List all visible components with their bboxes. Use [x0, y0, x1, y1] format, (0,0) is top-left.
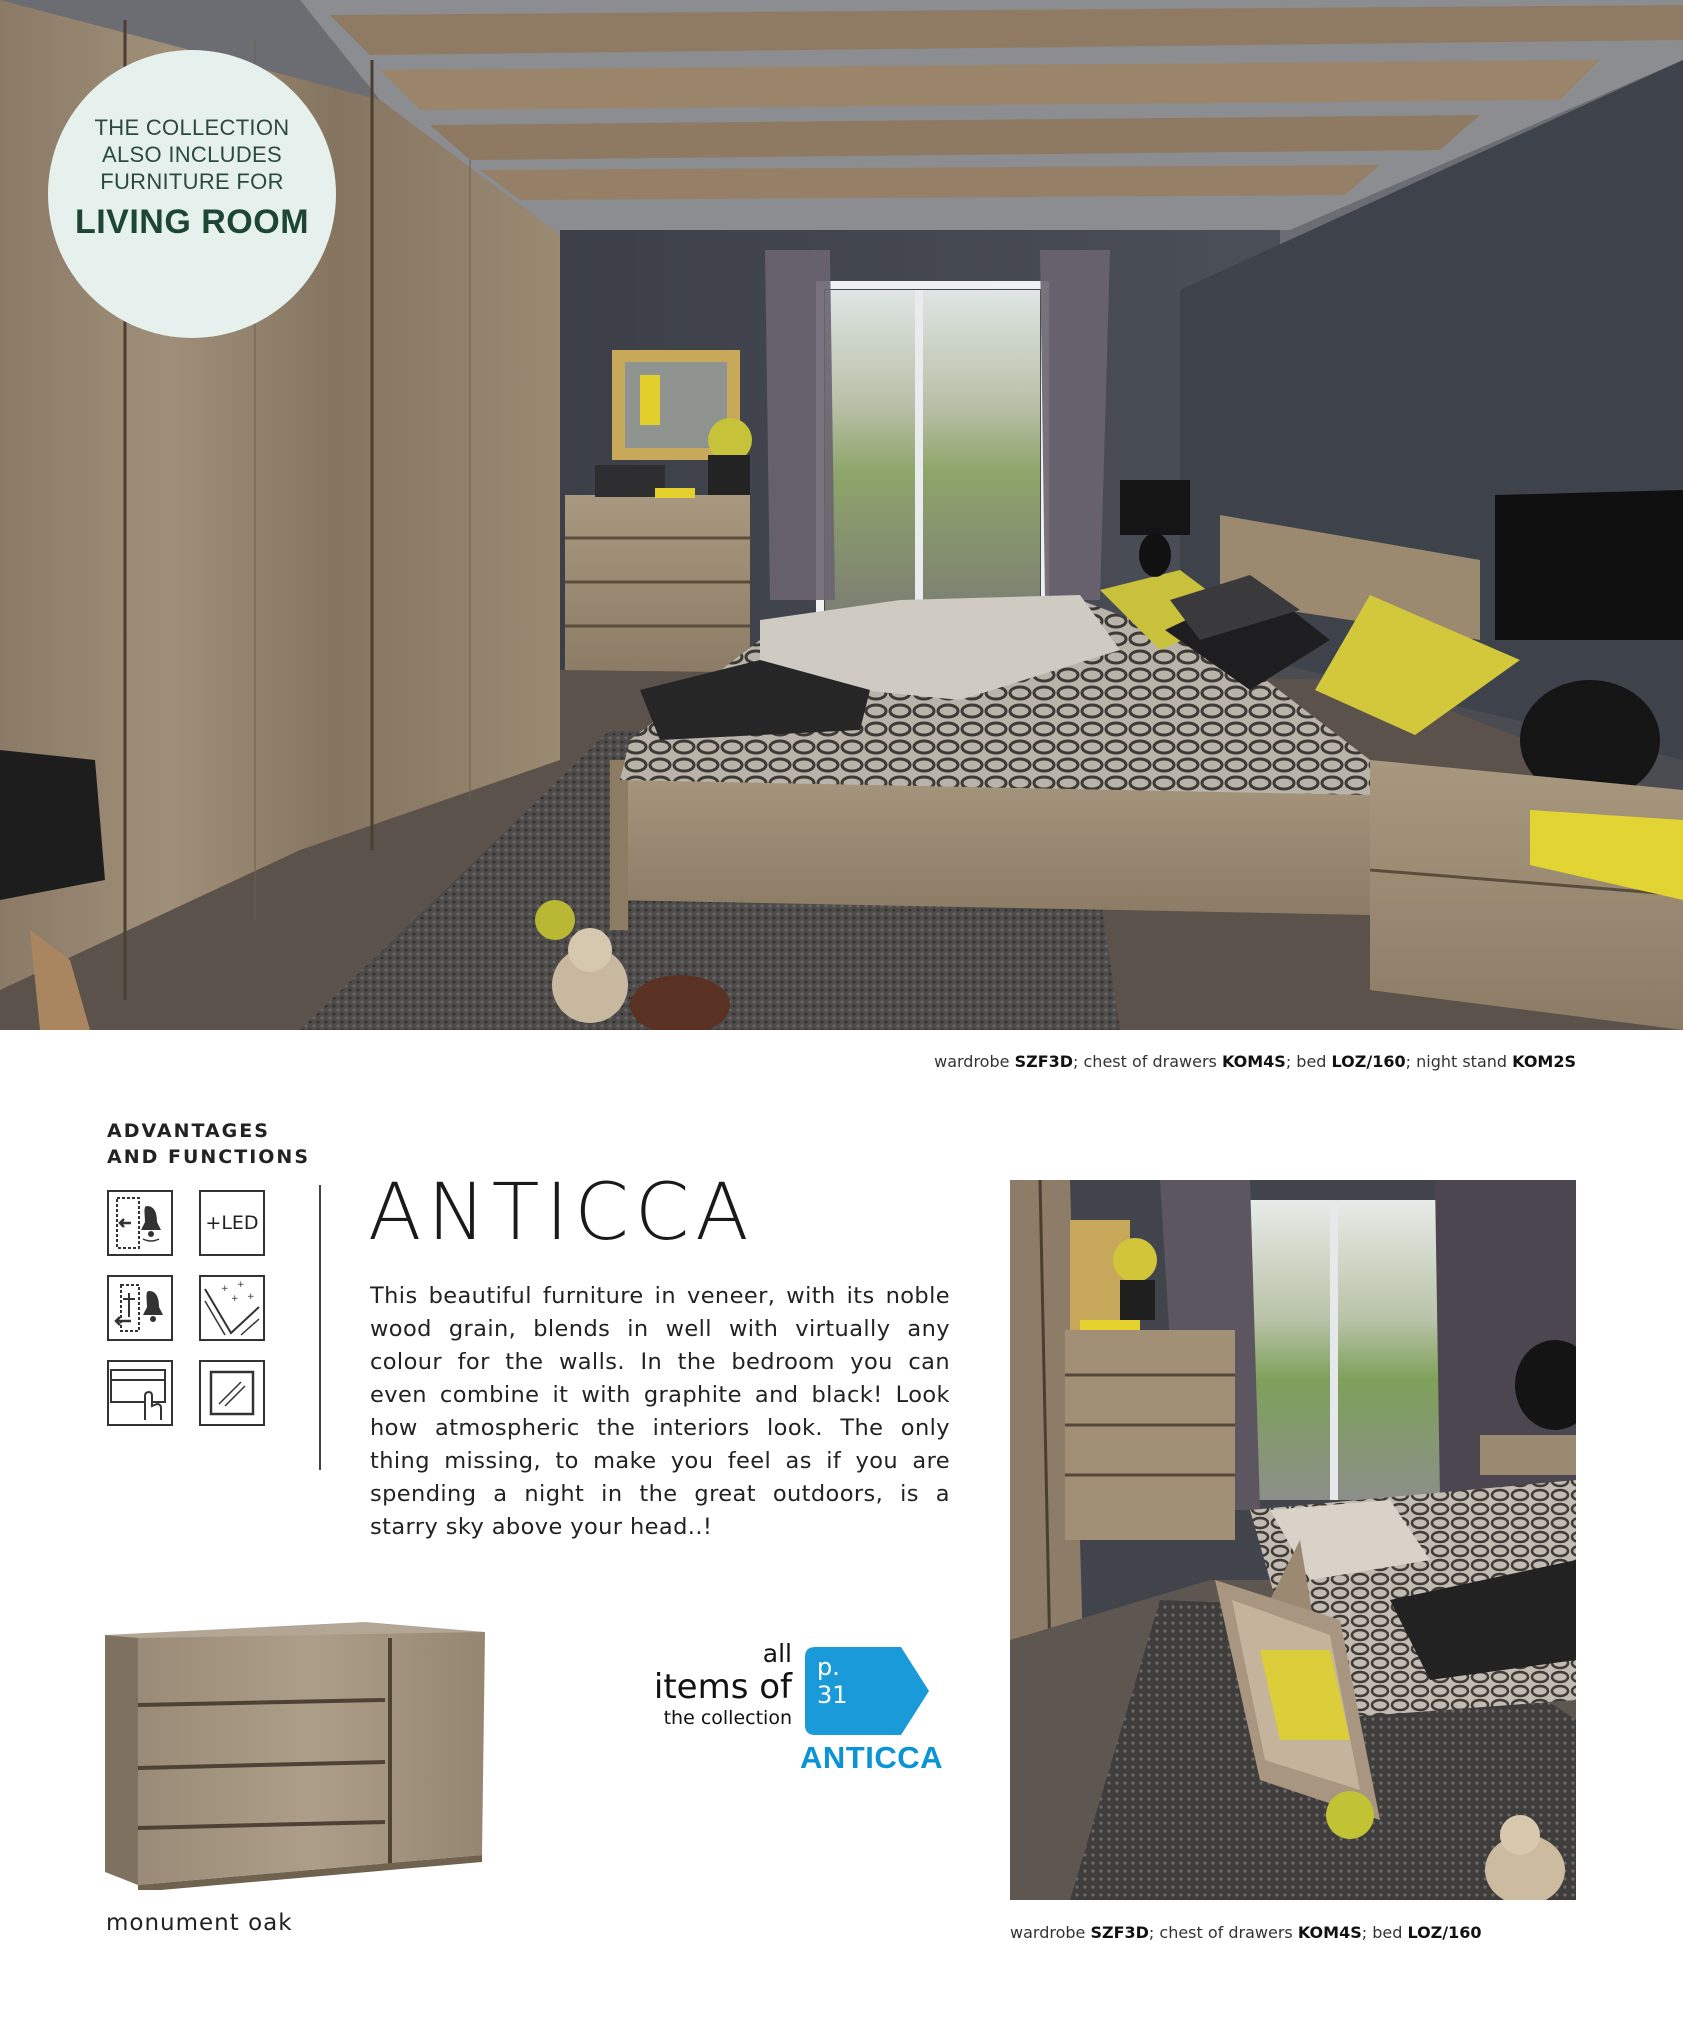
glass-panel-icon — [199, 1360, 265, 1426]
caption-product-code: LOZ/160 — [1331, 1052, 1406, 1071]
svg-text:+: + — [231, 1294, 239, 1304]
collection-description: This beautiful furniture in veneer, with its noble wood grain, blends in well with virtually any colour for the walls. In the bedroom you can even combine it with graphite and black! Look how atmospheric the interiors look. The only thing missing, to make you feel as if you are spending a night in the great outdoors, is a starry sky above your head..! — [370, 1283, 950, 1540]
badge-line-1: THE COLLECTION — [94, 115, 290, 140]
caption-product-code: LOZ/160 — [1407, 1923, 1482, 1942]
svg-text:+: + — [247, 1292, 255, 1302]
badge-line-2: ALSO INCLUDES — [102, 142, 282, 167]
starry-finish-icon — [199, 1275, 265, 1341]
caption-text: ; night stand — [1405, 1052, 1513, 1071]
collection-title: ANTICCA — [368, 1168, 755, 1258]
push-to-open-icon — [107, 1360, 173, 1426]
bedroom-detail-photo — [1010, 1180, 1576, 1900]
detail-photo-caption — [1010, 1923, 1482, 1942]
caption-product-code: KOM4S — [1221, 1052, 1286, 1071]
caption-text: wardrobe — [1010, 1923, 1091, 1942]
svg-text:+: + — [221, 1284, 229, 1294]
soft-close-door-icon — [107, 1190, 173, 1256]
bed-drawer-scene-image — [1010, 1180, 1576, 1900]
caption-text: ; chest of drawers — [1073, 1052, 1222, 1071]
page-label: p. — [817, 1653, 840, 1681]
caption-text: ; chest of drawers — [1148, 1923, 1298, 1942]
living-room-badge[interactable] — [48, 50, 336, 338]
finish-label: monument oak — [106, 1910, 293, 1936]
page-reference-tag[interactable] — [805, 1647, 933, 1735]
caption-product-code: SZF3D — [1014, 1052, 1074, 1071]
caption-product-code: SZF3D — [1090, 1923, 1149, 1942]
chest-of-drawers-image — [100, 1610, 490, 1890]
all-items-link[interactable] — [620, 1640, 792, 1730]
led-icon — [199, 1190, 265, 1256]
advantages-title-line-2: AND FUNCTIONS — [107, 1146, 311, 1168]
svg-text:+: + — [237, 1280, 245, 1290]
collection-link-name[interactable]: ANTICCA — [800, 1740, 943, 1775]
badge-highlight: LIVING ROOM — [74, 203, 310, 241]
all-items-line-2: items of — [653, 1667, 792, 1707]
led-label: +LED — [205, 1212, 259, 1234]
badge-line-3: FURNITURE FOR — [100, 169, 284, 194]
hero-photo-caption — [934, 1052, 1576, 1071]
caption-text: ; bed — [1285, 1052, 1332, 1071]
all-items-line-1: all — [762, 1639, 792, 1668]
page-number — [817, 1653, 848, 1709]
soft-close-drawer-icon — [107, 1275, 173, 1341]
caption-product-code: KOM4S — [1297, 1923, 1362, 1942]
page-number-value: 31 — [817, 1681, 848, 1709]
advantages-title — [107, 1118, 310, 1170]
divider-line — [319, 1185, 321, 1470]
all-items-line-3: the collection — [663, 1707, 792, 1729]
caption-text: wardrobe — [934, 1052, 1015, 1071]
caption-text: ; bed — [1361, 1923, 1408, 1942]
advantages-title-line-1: ADVANTAGES — [107, 1120, 270, 1142]
caption-product-code: KOM2S — [1512, 1052, 1576, 1071]
